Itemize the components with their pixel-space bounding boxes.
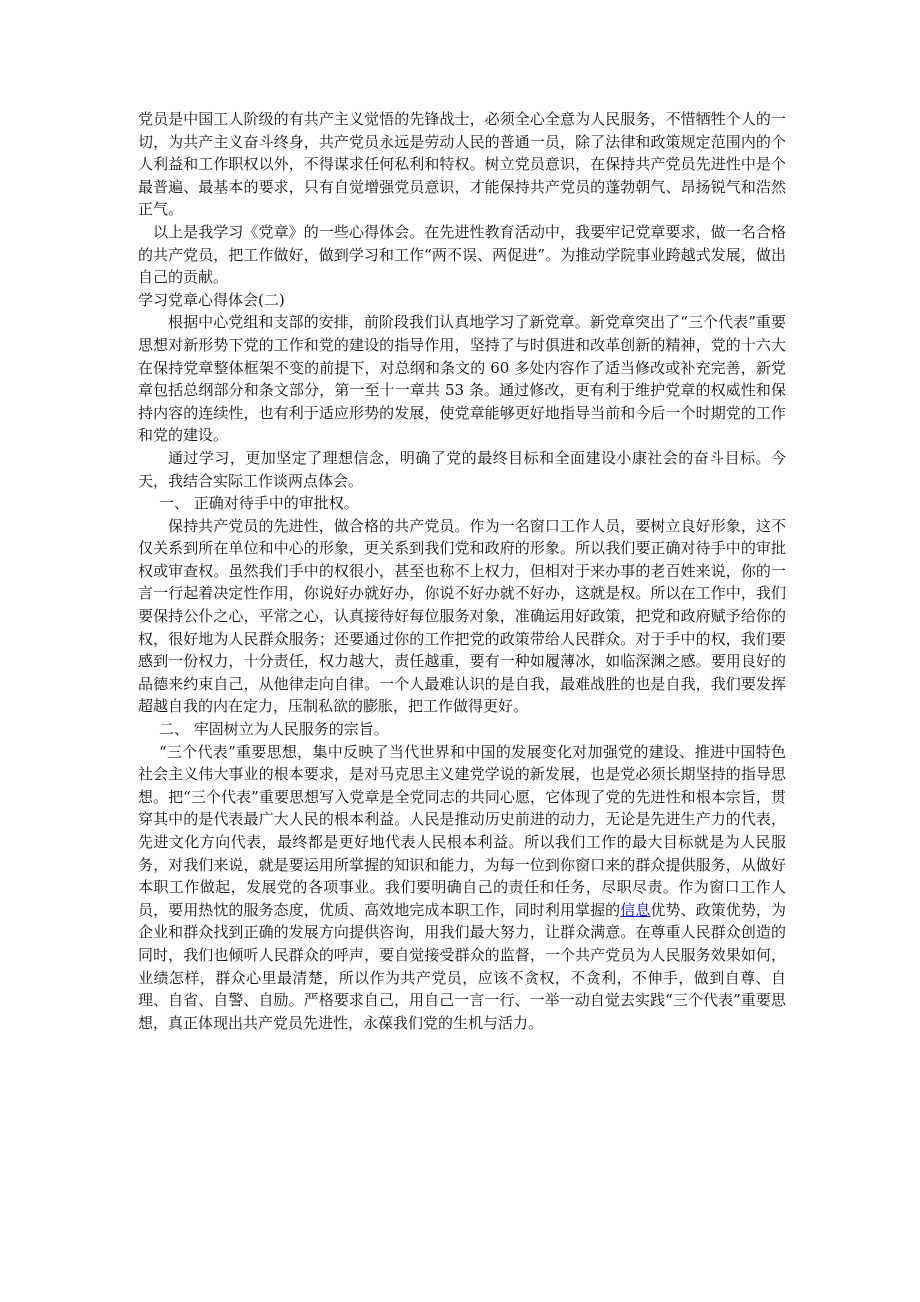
document-body [138, 108, 786, 1034]
information-link[interactable]: 信息 [620, 900, 651, 919]
paragraph-approval-power: 保持共产党员的先进性，做合格的共产党员。作为一名窗口工作人员，要树立良好形象，这不仅关系到所在单位和中心的形象，更关系到我们党和政府的形象。所以我们要正确对待手中的审批权或审查权。虽然我们手中的权很小，甚至也称不上权力，但相对于来办事的老百姓来说，你的一言一行起着决定性作用，你说好办就好办，你说不好办就不好办，这就是权。所以在工作中，我们要保持公仆之心，平常之心，认真接待好每位服务对象，准确运用好政策，把党和政府赋予给你的权，很好地为人民群众服务；还要通过你的工作把党的政策带给人民群众。对于手中的权，我们要感到一份权力，十分责任，权力越大，责任越重，要有一种如履薄冰，如临深渊之感。要用良好的品德来约束自己，从他律走向自律。一个人最难认识的是自我，最难战胜的也是自我，我们要发挥超越自我的内在定力，压制私欲的膨胀，把工作做得更好。 [138, 516, 786, 716]
heading-serve-people: 二、 牢固树立为人民服务的宗旨。 [159, 720, 389, 739]
paragraph-text-before-link: “三个代表”重要思想，集中反映了当代世界和中国的发展变化对加强党的建设、推进中国特色社会主义伟大事业的根本要求，是对马克思主义建党学说的新发展，也是党必须长期坚持的指导思想。把“三个代表”重要思想写入党章是全党同志的共同心愿，它体现了党的先进性和根本宗旨，贯穿其中的是代表最广大人民的根本利益。人民是推动历史前进的动力，无论是先进生产力的代表，先进文化方向代表，最终都是更好地代表人民根本利益。所以我们工作的最大目标就是为人民服务，对我们来说，就是要运用所掌握的知识和能力，为每一位到你窗口来的群众提供服务，从做好本职工作做起，发展党的各项事业。我们要明确自己的责任和任务，尽职尽责。作为窗口工作人员，要用热忱的服务态度，优质、高效地完成本职工作，同时利用掌握的 [138, 742, 786, 919]
heading-approval-power: 一、 正确对待手中的审批权。 [159, 494, 359, 513]
paragraph-study-summary: 以上是我学习《党章》的一些心得体会。在先进性教育活动中，我要牢记党章要求，做一名合格的共产党员，把工作做好，做到学习和工作“两不误、两促进”。为推动学院事业跨越式发展，做出自己的贡献。 [138, 222, 786, 287]
paragraph-learning-outcome: 通过学习，更加坚定了理想信念，明确了党的最终目标和全面建设小康社会的奋斗目标。今天，我结合实际工作谈两点体会。 [138, 448, 786, 490]
paragraph-three-represents [138, 741, 786, 1035]
paragraph-party-member-duty: 党员是中国工人阶级的有共产主义觉悟的先锋战士，必须全心全意为人民服务，不惜牺牲个人的一切，为共产主义奋斗终身，共产党员永远是劳动人民的普通一员，除了法律和政策规定范围内的个人利益和工作职权以外，不得谋求任何私利和特权。树立党员意识，在保持共产党员先进性中是个最普遍、最基本的要求，只有自觉增强党员意识，才能保持共产党员的蓬勃朝气、昂扬锐气和浩然正气。 [138, 110, 786, 219]
paragraph-text-after-link: 优势、政策优势，为企业和群众找到正确的发展方向提供咨询，用我们最大努力，让群众满意。在尊重人民群众创造的同时，我们也倾听人民群众的呼声，要自觉接受群众的监督，一个共产党员为人民服务效果如何，业绩怎样，群众心里最清楚，所以作为共产党员，应该不贪权，不贪利，不伸手，做到自尊、自理、自省、自警、自励。严格要求自己，用自己一言一行、一举一动自觉去实践“三个代表”重要思想，真正体现出共产党员先进性，永葆我们党的生机与活力。 [138, 900, 786, 1032]
section-title-study-notes-2: 学习党章心得体会(二) [138, 290, 285, 309]
paragraph-new-party-constitution: 根据中心党组和支部的安排，前阶段我们认真地学习了新党章。新党章突出了“三个代表”重要思想对新形势下党的工作和党的建设的指导作用，坚持了与时俱进和改革创新的精神，党的十六大在保持党章整体框架不变的前提下，对总纲和条文的 60 多处内容作了适当修改或补充完善，新党章包括总纲部分和条文部分，第一至十一章共 53 条。通过修改，更有利于维护党章的权威性和保持内容的连续性，也有利于适应形势的发展，使党章能够更好地指导当前和今后一个时期党的工作和党的建设。 [138, 313, 786, 445]
